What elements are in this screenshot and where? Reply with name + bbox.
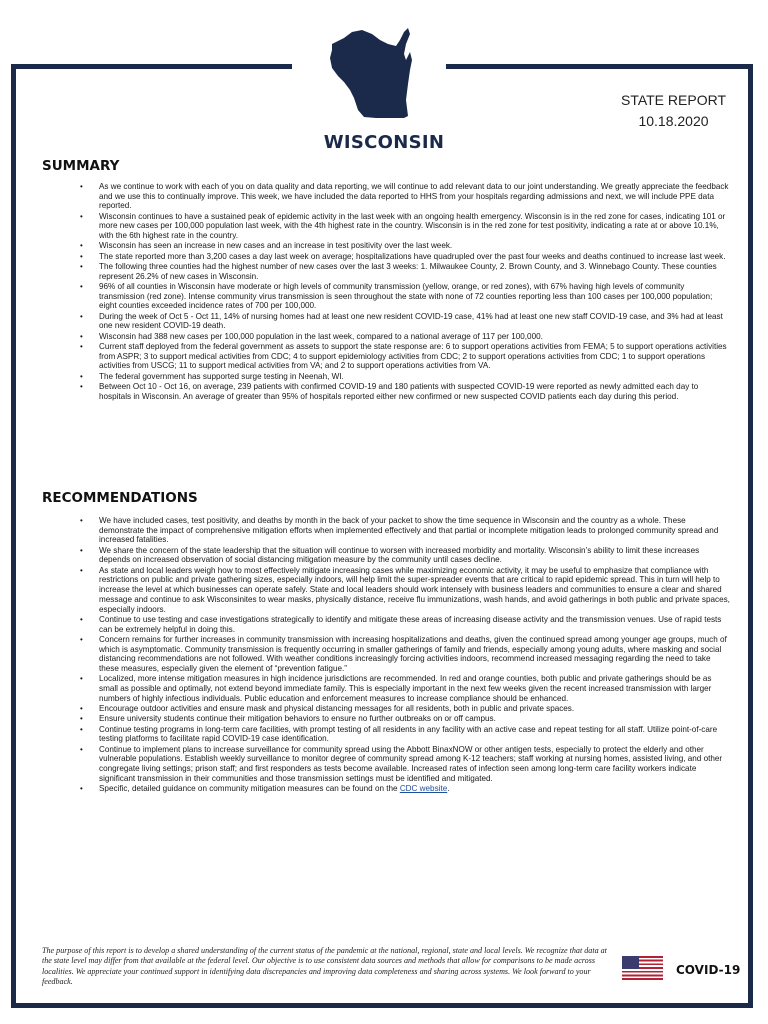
report-label xyxy=(621,90,726,132)
report-type: STATE REPORT xyxy=(620,92,726,108)
summary-item: • The federal government has supported surge testing in Neenah, WI. xyxy=(80,372,730,382)
summary-item: • 96% of all counties in Wisconsin have moderate or high levels of community transmission (yellow, orange, or red zones), with 67% having high levels of community transmission (red zone). Intense community virus transmission is seen throughout the state with none of 72 counties reporting less than 100 cases per 100,000 population; eight counties exceeded incidence rates of 700 per 100,000. xyxy=(80,282,730,311)
recommendation-item: • Localized, more intense mitigation measures in high incidence jurisdictions are recommended. In red and orange counties, both public and private gatherings should be as small as possible and optimally, not extend beyond immediate family. This is especially important in the next few weeks given the recent increased transmission with larger numbers of highly infectious individuals. Public education and enforcement measures to increase compliance should be enhanced. xyxy=(80,674,730,703)
summary-item: • During the week of Oct 5 - Oct 11, 14% of nursing homes had at least one new resident COVID-19 case, 41% had at least one new staff COVID-19 case, and 3% had at least one new resident COVID-19 death. xyxy=(80,312,730,331)
recommendation-item: • Continue to implement plans to increase surveillance for community spread using the Abbott BinaxNOW or other antigen tests, especially to protect the elderly and other vulnerable populations. Establish weekly surveillance to monitor degree of community spread among K-12 teachers; staff working at nursing homes, assisted living, and other congregate living settings; prison staff; and first responders as tests become available. Increased rates of infection seen among long-term care facility workers indicate significant transmission in their communities and those transmission settings must be identified and mitigated. xyxy=(80,745,730,784)
summary-item: • Wisconsin had 388 new cases per 100,000 population in the last week, compared to a national average of 117 per 100,000. xyxy=(80,332,730,342)
recommendation-item: • Encourage outdoor activities and ensure mask and physical distancing messages for all residents, both in public and private spaces. xyxy=(80,704,730,714)
summary-item: • Current staff deployed from the federal government as assets to support the state response are: 6 to support operations activities from FEMA; 5 to support operations activities from ASPR; 3 to support medical activities from CDC; 4 to support epidemiology activities from CDC; 2 to support operations activities from CDC; 1 to support operations activities from USCG; 11 to support medical activities from VA; and 2 to support operations activities from VA. xyxy=(80,342,730,371)
recommendation-item: • Continue to use testing and case investigations strategically to identify and mitigate these areas of increasing disease activity and the transmission venues. Use of rapid tests can be extremely helpful in doing this. xyxy=(80,615,730,634)
summary-item: • Wisconsin continues to have a sustained peak of epidemic activity in the last week with an ongoing health emergency. Wisconsin is in the red zone for cases, indicating 101 or more new cases per 100,000 population last week, with the 4th highest rate in the country. Wisconsin is in the red zone for test positivity, indicating a rate at or above 10.1%, with the 6th highest rate in the country. xyxy=(80,212,730,241)
recommendations-list xyxy=(80,516,730,794)
summary-item: • The following three counties had the highest number of new cases over the last 3 weeks: 1. Milwaukee County, 2. Brown County, and 3. Winnebago County. These counties represent 26.2% of new cases in Wisconsin. xyxy=(80,262,730,281)
flag-canton xyxy=(622,956,639,969)
report-date: 10.18.2020 xyxy=(638,113,709,129)
cdc-website-link[interactable]: CDC website xyxy=(399,783,448,793)
summary-heading: SUMMARY xyxy=(42,158,120,174)
summary-item: • As we continue to work with each of you on data quality and data reporting, we will continue to add relevant data to our joint understanding. We greatly appreciate the feedback and we use this to continually improve. This week, we have included the data reported to HHS from your hospitals regarding admissions and next, we will include PPE data reported. xyxy=(80,182,730,211)
recommendation-item: • As state and local leaders weigh how to most effectively mitigate increasing cases while maximizing economic activity, it may be useful to emphasize that compliance with restrictions on public and private gathering sizes, especially indoors, will help limit the super-spreader events that are critical to rapid epidemic spread. This in turn will help to increase the level at which businesses can operate safely. State and local leaders should work intensely with business leaders and communities to ensure a clear and shared message and continue to ask Wisconsinites to wear masks, physically distance, receive flu immunizations, wash hands, and avoid gatherings in both public and private spaces, especially indoors. xyxy=(80,566,730,615)
cdc-guidance-suffix: . xyxy=(447,783,450,793)
recommendation-item: • Ensure university students continue their mitigation behaviors to ensure no further outbreaks on or off campus. xyxy=(80,714,730,724)
footer-disclaimer: The purpose of this report is to develop a shared understanding of the current status of the pandemic at the national, regional, state and local levels. We recognize that data at the state level may differ from that available at the federal level. Our objective is to use consistent data sources and methods that allow for comparisons to be made across localities. We appreciate your continued support in identifying data discrepancies and improving data completeness and sharing across systems. We look forward to your feedback. xyxy=(42,946,607,987)
recommendations-heading: RECOMMENDATIONS xyxy=(42,490,198,506)
covid-label: COVID-19 xyxy=(676,963,741,977)
summary-list xyxy=(80,182,730,402)
us-flag-icon xyxy=(622,956,663,980)
recommendation-item: • Continue testing programs in long-term care facilities, with prompt testing of all residents in any facility with an active case and repeat testing for all staff. Utilize point-of-care testing platforms to facilitate rapid COVID-19 case identification. xyxy=(80,725,730,744)
cdc-guidance-text: Specific, detailed guidance on community mitigation measures can be found on the xyxy=(99,783,400,793)
summary-item: • Wisconsin has seen an increase in new cases and an increase in test positivity over the last week. xyxy=(80,241,730,251)
recommendation-item: • Concern remains for further increases in community transmission with increasing hospitalizations and deaths, given the continued spread among younger age groups, much of which is asymptomatic. Community transmission is frequently occurring in smaller gatherings of family and friends, especially among young adults, where masking and social distancing recommendations are not followed. With weather conditions increasingly forcing activities indoors, recommend increased messaging regarding the need to take these measures, especially given the element of “prevention fatigue.” xyxy=(80,635,730,674)
recommendation-item: • We have included cases, test positivity, and deaths by month in the back of your packet to show the time sequence in Wisconsin and the country as a whole. These demonstrate the impact of comprehensive mitigation efforts when implemented effectively and that partial or incomplete mitigation leads to prolonged community spread and increased fatalities. xyxy=(80,516,730,545)
summary-item: • Between Oct 10 - Oct 16, on average, 239 patients with confirmed COVID-19 and 180 patients with suspected COVID-19 were reported as newly admitted each day to hospitals in Wisconsin. An average of greater than 95% of hospitals reported either new confirmed or new suspected COVID patients each day during this period. xyxy=(80,382,730,401)
page-title: WISCONSIN xyxy=(323,132,445,153)
recommendation-item-cdc xyxy=(80,784,730,794)
wisconsin-map-icon xyxy=(292,10,446,128)
summary-item: • The state reported more than 3,200 cases a day last week on average; hospitalizations have quadrupled over the past four weeks and deaths continued to increase last week. xyxy=(80,252,730,262)
recommendation-item: • We share the concern of the state leadership that the situation will continue to worsen with increased morbidity and mortality. Wisconsin’s ability to limit these increases depends on increased observation of social distancing mitigation measure by the community until cases decline. xyxy=(80,546,730,565)
